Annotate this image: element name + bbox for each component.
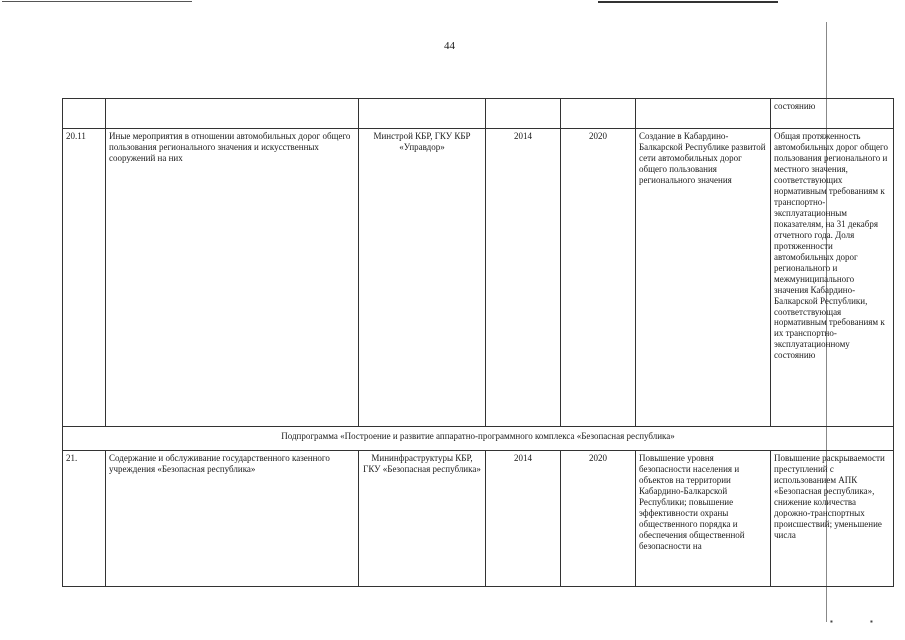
subprogram-row xyxy=(63,427,894,451)
cell-indicator: Общая протяженность автомобильных дорог общего пользования регионального и местного значения, соответствующих нормативным требованиям к транспортно-эксплуатационным показателям, на 31 декабря отчетного года. Доля протяженности автомобильных дорог регионального и межмуниципального значения Кабардино-Балкарской Республики, соответствующая нормативным требованиям к их транспортно-эксплуатационному состоянию xyxy=(771,129,894,427)
page-number: 44 xyxy=(444,40,455,52)
cell-name: Иные мероприятия в отношении автомобильных дорог общего пользования регионального значения и искусственных сооружений на них xyxy=(106,129,359,427)
cell-year-start xyxy=(486,99,561,129)
scan-mark: ▪ xyxy=(870,617,873,626)
cell-result: Повышение уровня безопасности населения и объектов на территории Кабардино-Балкарской Республики; повышение эффективности охраны общественного порядка и обеспечения общественной безопасности на xyxy=(636,451,771,587)
program-table xyxy=(62,98,894,587)
cell-responsible xyxy=(359,99,486,129)
scan-artifact-top-right xyxy=(598,1,778,3)
cell-number: 20.11 xyxy=(63,129,106,427)
cell-responsible: Мининфраструктуры КБР, ГКУ «Безопасная республика» xyxy=(359,451,486,587)
subprogram-title: Подпрограмма «Построение и развитие аппаратно-программного комплекса «Безопасная республика» xyxy=(63,427,894,451)
cell-result: Создание в Кабардино-Балкарской Республике развитой сети автомобильных дорог общего пользования регионального значения xyxy=(636,129,771,427)
cell-year-start: 2014 xyxy=(486,451,561,587)
cell-responsible: Минстрой КБР, ГКУ КБР «Управдор» xyxy=(359,129,486,427)
cell-result xyxy=(636,99,771,129)
cell-year-end: 2020 xyxy=(561,129,636,427)
table-row xyxy=(63,451,894,587)
cell-indicator: Повышение раскрываемости преступлений с использованием АПК «Безопасная республика», снижение количества дорожно-транспортных происшествий; уменьшение числа xyxy=(771,451,894,587)
table-row xyxy=(63,99,894,129)
cell-indicator: состоянию xyxy=(771,99,894,129)
cell-year-start: 2014 xyxy=(486,129,561,427)
table-row xyxy=(63,129,894,427)
cell-number: 21. xyxy=(63,451,106,587)
scan-mark: ▪ xyxy=(830,617,833,626)
cell-name xyxy=(106,99,359,129)
cell-year-end: 2020 xyxy=(561,451,636,587)
cell-number xyxy=(63,99,106,129)
cell-year-end xyxy=(561,99,636,129)
cell-name: Содержание и обслуживание государственного казенного учреждения «Безопасная республика» xyxy=(106,451,359,587)
scan-artifact-top-left xyxy=(2,1,192,2)
